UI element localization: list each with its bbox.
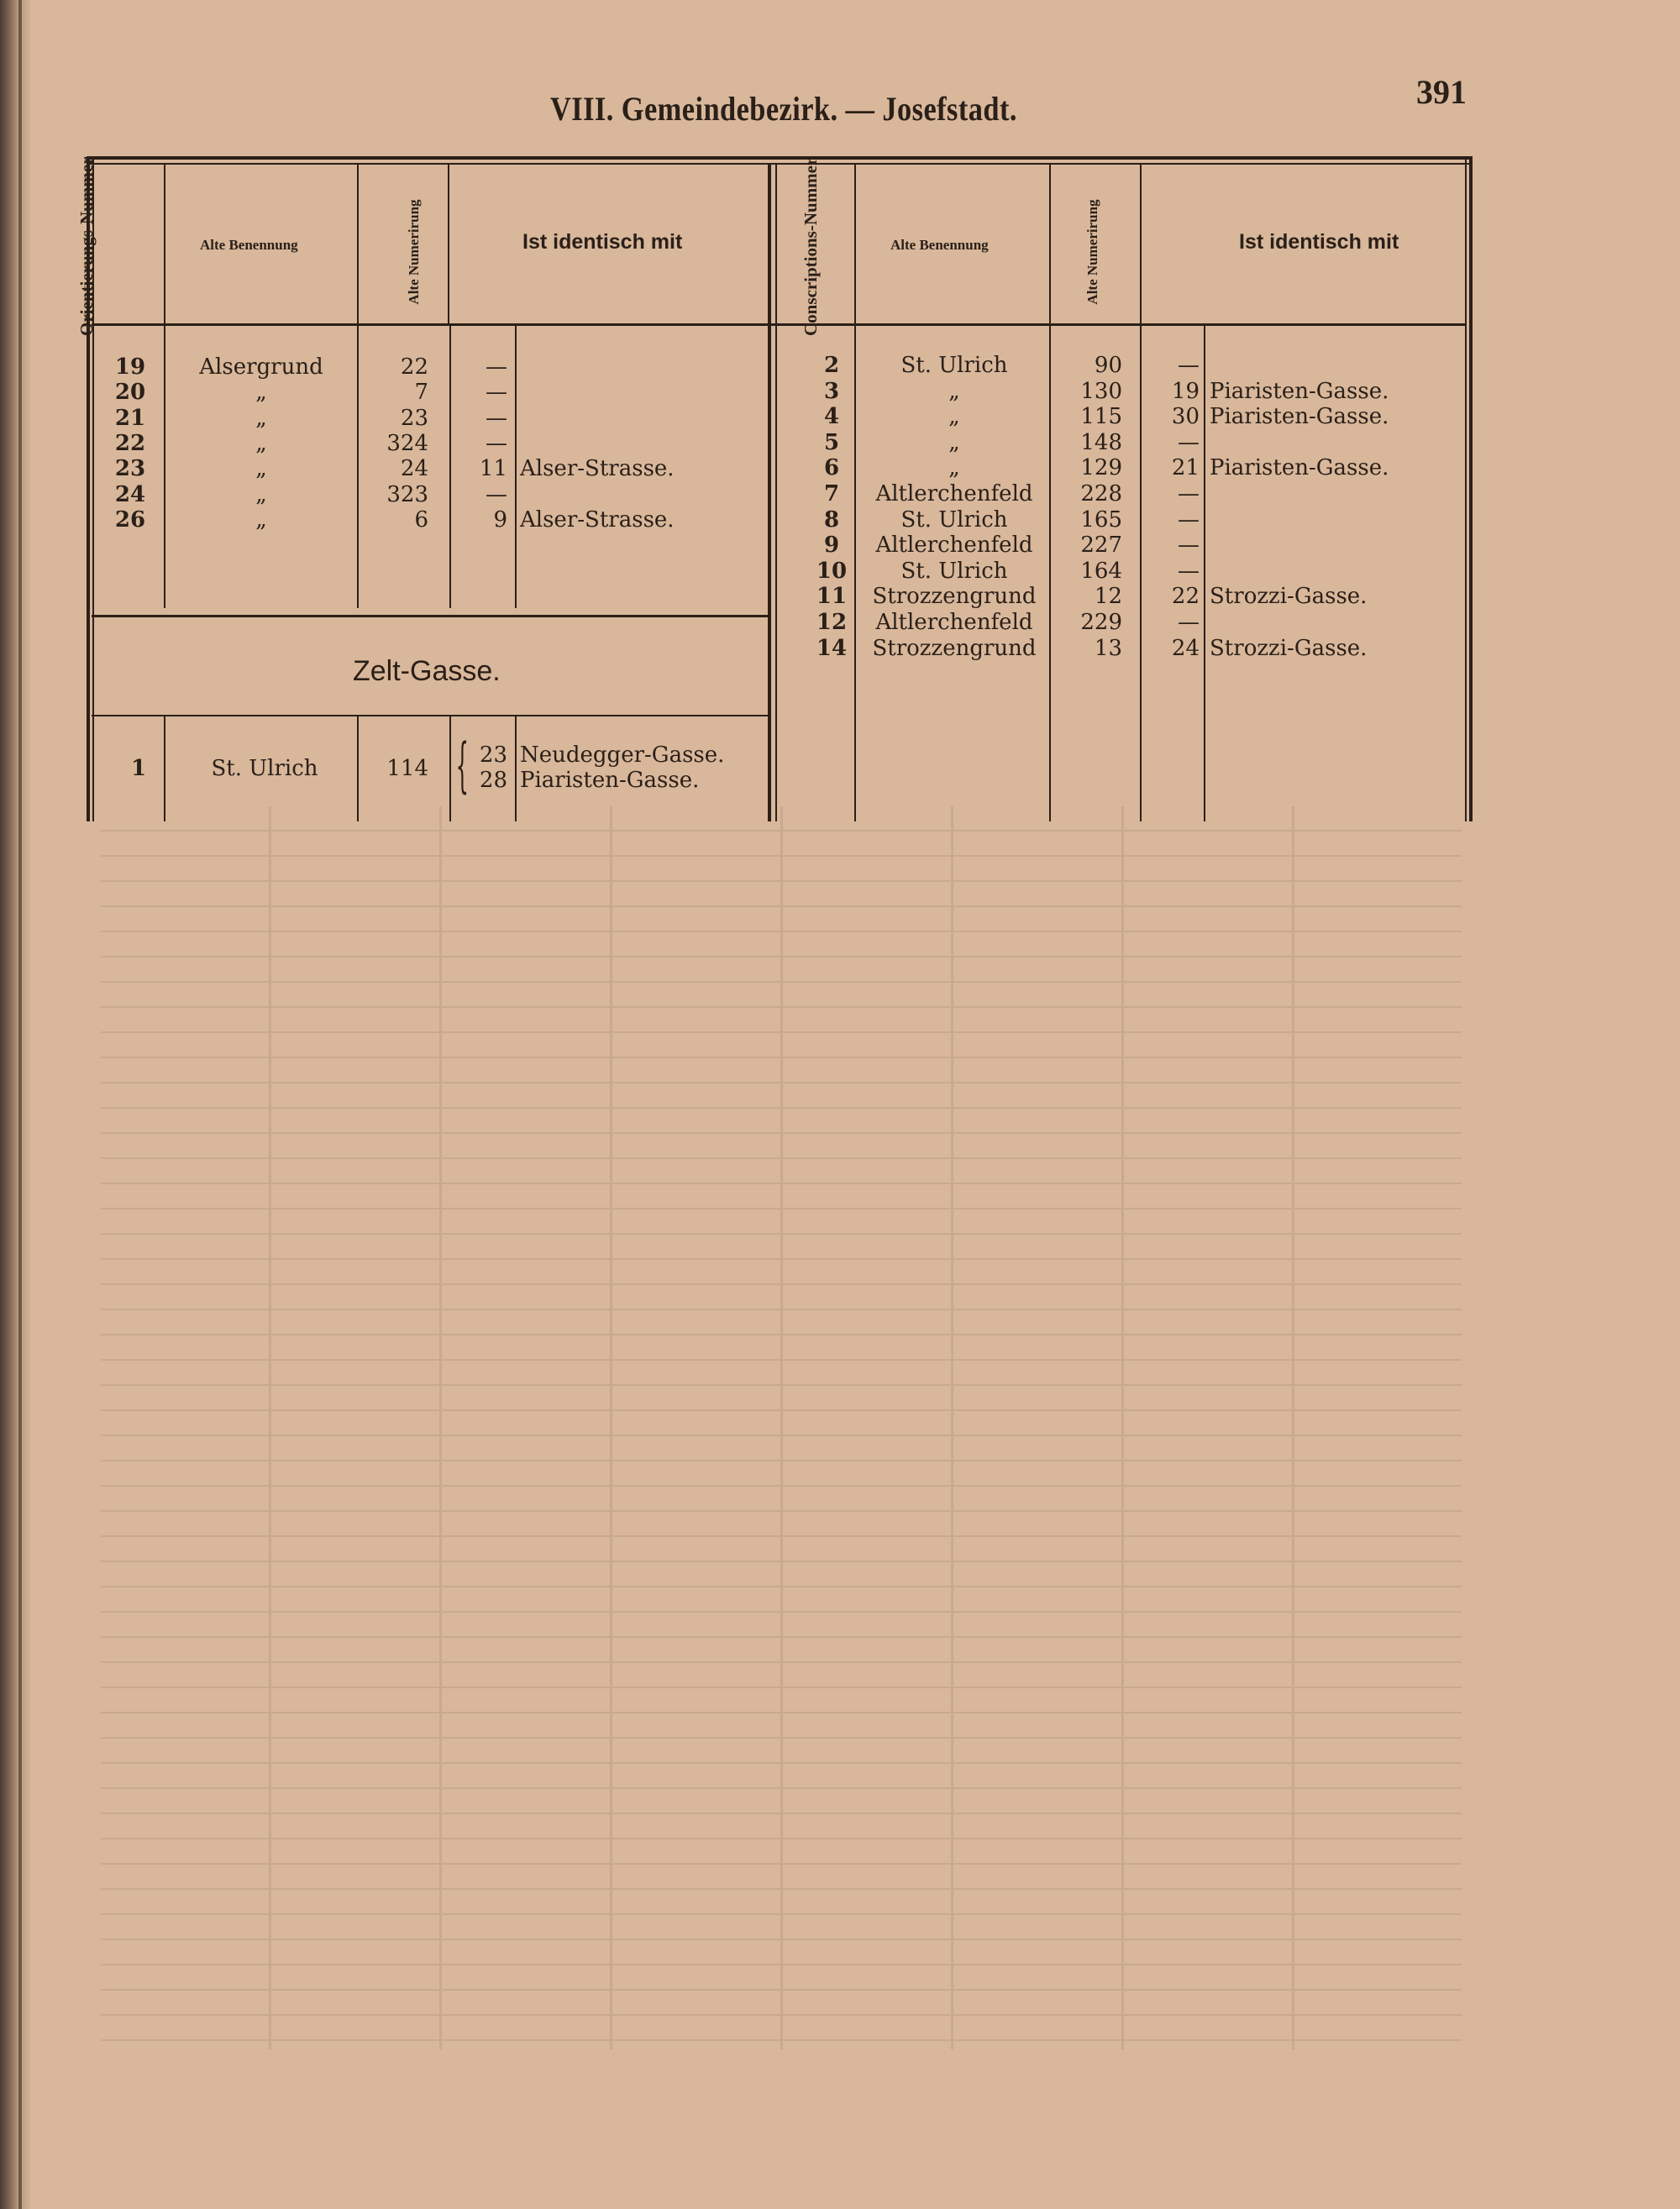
row-id-street: Alser-Strasse.: [520, 506, 675, 533]
zelt-row-id-number-b: 28: [479, 768, 507, 793]
page-number: 391: [1416, 73, 1467, 111]
row-old-number: 164: [1080, 558, 1122, 584]
row-number: 11: [816, 584, 848, 610]
row-id-street: Piaristen-Gasse.: [1210, 378, 1389, 404]
row-id-number: 19: [1171, 378, 1200, 404]
row-old-number: 13: [1094, 635, 1122, 661]
binding-line: [18, 0, 22, 2209]
row-old-name: Strozzengrund: [872, 584, 1037, 610]
row-old-number: 115: [1080, 404, 1122, 430]
row-number: 3: [823, 378, 840, 404]
row-old-number: 228: [1080, 481, 1122, 506]
row-old-name: „: [255, 430, 267, 456]
header-old-name-left: Alte Benennung: [200, 237, 298, 253]
row-id-number: 24: [1171, 635, 1200, 661]
running-head: VIII. Gemeindebezirk. — Josefstadt.: [550, 90, 1017, 128]
row-old-number: 22: [400, 354, 428, 380]
row-id-number: —: [486, 430, 507, 456]
row-old-number: 23: [400, 405, 428, 431]
zelt-row-old-number: 114: [386, 756, 428, 781]
row-number: 14: [816, 635, 848, 661]
row-old-number: 324: [386, 430, 428, 456]
row-number: 19: [114, 354, 146, 380]
header-orientation-number: Orientierungs-Nummer: [76, 156, 97, 336]
zelt-row-number: 1: [130, 756, 147, 781]
row-old-name: Altlerchenfeld: [875, 481, 1033, 506]
row-old-name: Strozzengrund: [872, 635, 1037, 661]
row-old-name: „: [948, 404, 960, 430]
row-number: 8: [823, 506, 840, 533]
row-old-name: „: [255, 405, 267, 431]
row-old-name: St. Ulrich: [900, 506, 1008, 533]
row-id-number: —: [1178, 533, 1200, 559]
header-conscription-number: Conscriptions-Nummer: [801, 157, 821, 336]
row-number: 4: [823, 404, 840, 430]
section-title-zelt-gasse: Zelt-Gasse.: [353, 655, 501, 687]
row-id-number: —: [486, 405, 507, 431]
row-old-name: „: [255, 506, 267, 533]
row-id-number: 9: [493, 506, 507, 533]
row-id-number: —: [1178, 506, 1200, 533]
row-id-number: —: [1178, 610, 1200, 635]
row-id-street: Strozzi-Gasse.: [1210, 584, 1368, 610]
row-number: 24: [114, 481, 146, 507]
row-old-name: „: [948, 378, 960, 404]
row-old-number: 6: [414, 506, 428, 533]
row-number: 12: [816, 610, 848, 635]
row-number: 2: [823, 353, 840, 378]
row-old-name: „: [255, 481, 267, 507]
row-old-number: 148: [1080, 429, 1122, 455]
row-id-number: 22: [1171, 584, 1200, 610]
row-old-name: Alsergrund: [199, 354, 323, 380]
header-old-name-right: Alte Benennung: [890, 237, 989, 253]
row-id-number: —: [1178, 481, 1200, 506]
row-id-number: —: [1178, 429, 1200, 455]
row-number: 9: [823, 533, 840, 559]
row-id-number: 30: [1171, 404, 1200, 430]
brace-symbol: {: [455, 731, 470, 800]
row-id-street: Piaristen-Gasse.: [1210, 404, 1389, 430]
zelt-row-id-street-a: Neudegger-Gasse.: [520, 742, 725, 768]
row-old-number: 24: [400, 456, 428, 482]
row-id-number: —: [486, 481, 507, 507]
row-old-number: 165: [1080, 506, 1122, 533]
row-old-name: Altlerchenfeld: [875, 610, 1033, 635]
row-number: 23: [114, 456, 146, 482]
row-number: 7: [823, 481, 840, 506]
zelt-row-id-number-a: 23: [479, 742, 507, 768]
row-id-number: 11: [479, 456, 507, 482]
row-old-number: 90: [1094, 353, 1122, 378]
header-identical-right: Ist identisch mit: [1239, 230, 1399, 254]
row-id-street: Strozzi-Gasse.: [1210, 635, 1368, 661]
row-id-street: Piaristen-Gasse.: [1210, 455, 1389, 481]
row-old-name: St. Ulrich: [900, 353, 1008, 378]
zelt-row-old-name: St. Ulrich: [211, 756, 318, 781]
row-old-name: „: [255, 456, 267, 482]
row-id-number: —: [1178, 353, 1200, 378]
row-id-number: —: [486, 380, 507, 406]
row-number: 5: [823, 429, 840, 455]
row-id-street: Alser-Strasse.: [520, 456, 675, 482]
row-old-number: 229: [1080, 610, 1122, 635]
row-old-number: 129: [1080, 455, 1122, 481]
header-old-number-right: Alte Numerirung: [1084, 199, 1100, 305]
row-id-number: —: [1178, 558, 1200, 584]
row-old-name: „: [255, 380, 267, 406]
row-number: 20: [114, 380, 146, 406]
row-old-number: 130: [1080, 378, 1122, 404]
row-id-number: —: [486, 354, 507, 380]
row-number: 22: [114, 430, 146, 456]
row-old-number: 323: [386, 481, 428, 507]
row-old-name: „: [948, 429, 960, 455]
header-identical-left: Ist identisch mit: [522, 230, 683, 254]
row-number: 21: [114, 405, 146, 431]
row-number: 6: [823, 455, 840, 481]
row-id-number: 21: [1171, 455, 1200, 481]
row-old-number: 7: [414, 380, 428, 406]
row-old-name: Altlerchenfeld: [875, 533, 1033, 559]
row-old-name: „: [948, 455, 960, 481]
row-number: 10: [816, 558, 848, 584]
page-edge-shadow: [0, 0, 30, 2209]
header-old-number-left: Alte Numerirung: [406, 199, 422, 305]
row-old-name: St. Ulrich: [900, 558, 1008, 584]
show-through-bleed: [101, 806, 1462, 2049]
row-old-number: 227: [1080, 533, 1122, 559]
row-number: 26: [114, 506, 146, 533]
zelt-row-id-street-b: Piaristen-Gasse.: [520, 768, 700, 793]
row-old-number: 12: [1094, 584, 1122, 610]
